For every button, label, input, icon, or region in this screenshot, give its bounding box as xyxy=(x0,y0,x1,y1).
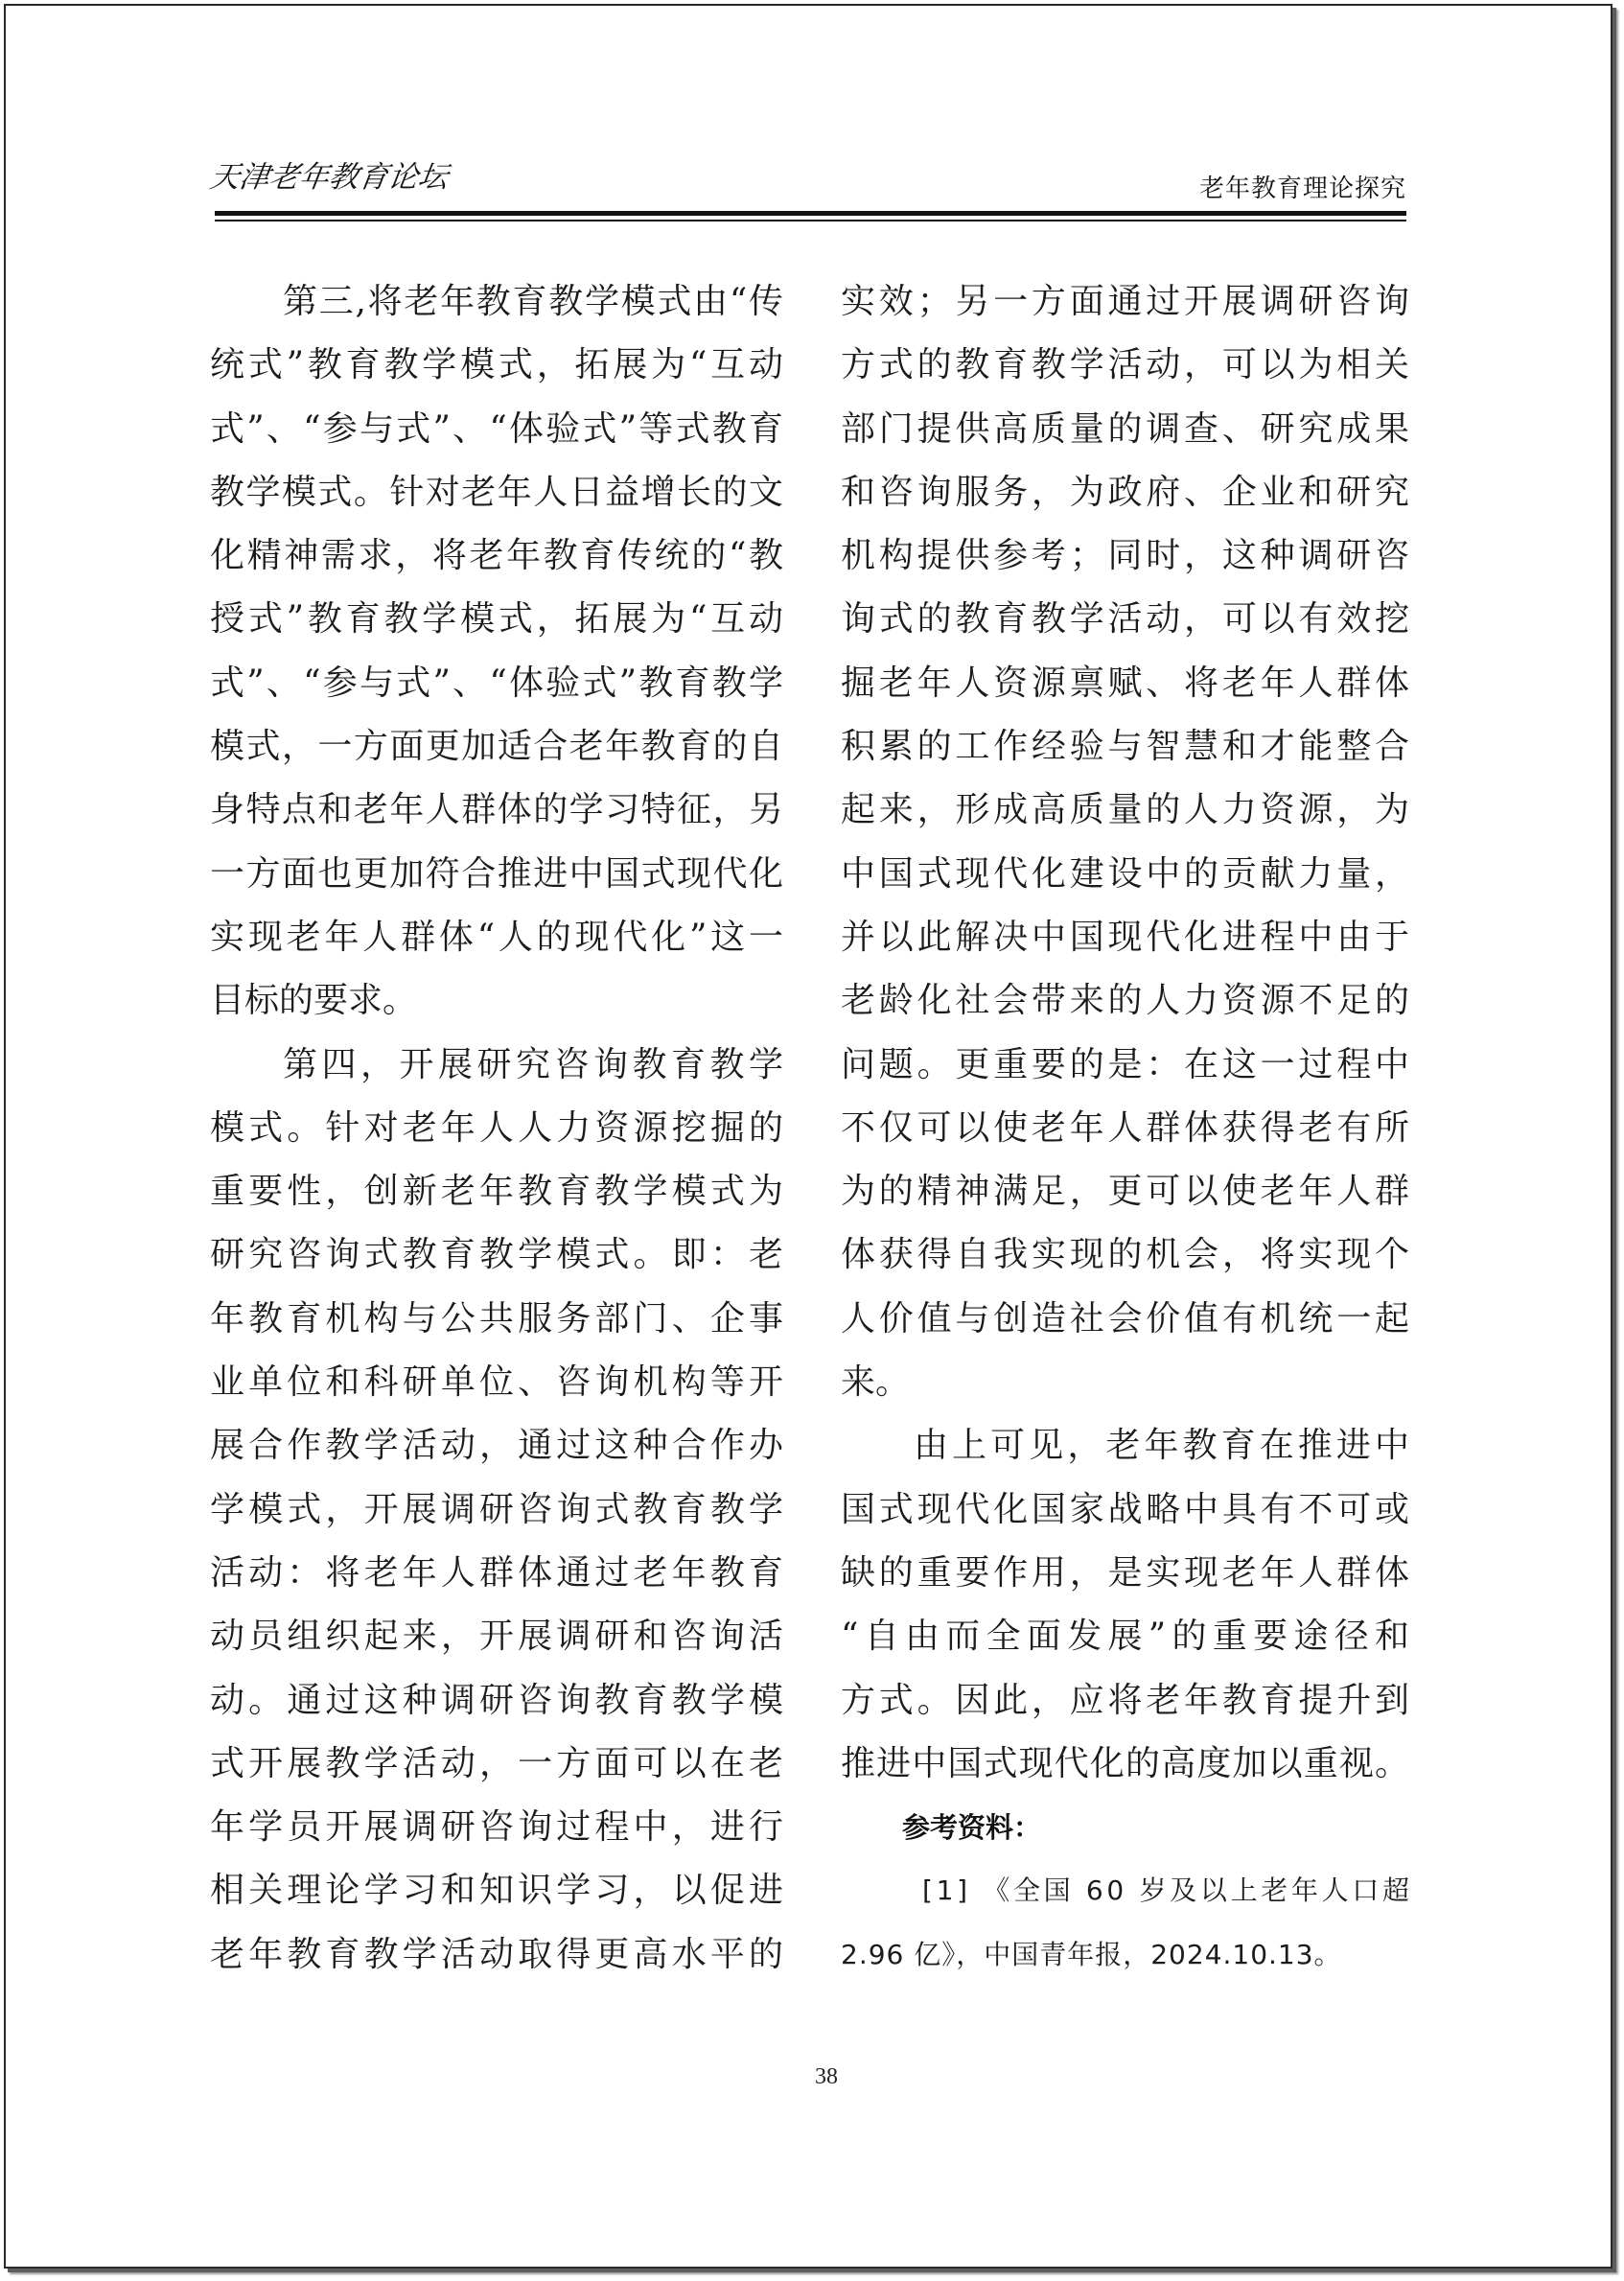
paragraph xyxy=(210,270,787,1034)
text-line: 第三,将老年教育教学模式由“传 xyxy=(283,282,785,321)
text-line: 统式”教育教学模式，拓展为“互动 xyxy=(210,345,787,385)
reference-item xyxy=(841,1859,1413,1987)
text-line: 人价值与创造社会价值有机统一起 xyxy=(841,1298,1413,1338)
text-line: 起来，形成高质量的人力资源，为 xyxy=(841,790,1413,830)
text-line: 模式。针对老年人人力资源挖掘的 xyxy=(210,1107,788,1148)
text-line: “自由而全面发展”的重要途径和 xyxy=(841,1617,1416,1657)
text-line: 活动：将老年人群体通过老年教育 xyxy=(210,1552,788,1593)
section-title: 老年教育理论探究 xyxy=(1198,175,1406,203)
text-line: 方式。因此，应将老年教育提升到 xyxy=(841,1680,1413,1720)
references-heading: 参考资料： xyxy=(902,1811,1042,1845)
text-line: 模式，一方面更加适合老年教育的自 xyxy=(210,727,785,767)
text-line: 中国式现代化建设中的贡献力量， xyxy=(841,853,1413,894)
text-line: 年学员开展调研咨询过程中，进行 xyxy=(210,1807,788,1848)
text-line: 老年教育教学活动取得更高水平的 xyxy=(210,1934,788,1974)
text-line: 国式现代化国家战略中具有不可或 xyxy=(841,1489,1413,1529)
text-line: 动员组织起来，开展调研和咨询活 xyxy=(210,1617,788,1657)
text-line: 业单位和科研单位、咨询机构等开 xyxy=(210,1362,788,1403)
text-line: 展合作教学活动，通过这种合作办 xyxy=(210,1426,788,1466)
text-line: 化精神需求，将老年教育传统的“教 xyxy=(210,536,786,576)
reference-line: 2.96 亿》，中国青年报，2024.10.13。 xyxy=(841,1938,1342,1970)
text-line: 第四，开展研究咨询教育教学 xyxy=(283,1044,788,1084)
text-line: 研究咨询式教育教学模式。即：老 xyxy=(210,1235,788,1275)
text-line: 老龄化社会带来的人力资源不足的 xyxy=(841,981,1413,1021)
text-line: 教学模式。针对老年人日益增长的文 xyxy=(210,472,785,512)
text-line: 重要性，创新老年教育教学模式为 xyxy=(210,1172,788,1212)
text-line: 相关理论学习和知识学习，以促进 xyxy=(210,1871,788,1911)
header-rule-thick xyxy=(215,211,1406,216)
right-column-body xyxy=(841,270,1416,1796)
text-line: 式”、“参与式”、“体验式”等式教育 xyxy=(210,408,786,449)
header-rule-thin xyxy=(215,220,1406,221)
text-line: 学模式，开展调研咨询式教育教学 xyxy=(210,1489,788,1529)
journal-logo: 天津老年教育论坛 xyxy=(207,160,451,195)
text-line: 掘老年人资源禀赋、将老年人群体 xyxy=(841,663,1413,703)
text-line: 式”、“参与式”、“体验式”教育教学 xyxy=(210,663,786,703)
paragraph xyxy=(210,1034,788,1987)
text-line: 询式的教育教学活动，可以有效挖 xyxy=(841,599,1413,640)
right-column xyxy=(841,270,1416,1987)
text-line: 实现老年人群体“人的现代化”这一 xyxy=(210,917,787,957)
text-line: 为的精神满足，更可以使老年人群 xyxy=(841,1172,1413,1212)
text-line: 动。通过这种调研咨询教育教学模 xyxy=(210,1680,788,1720)
text-line: 身特点和老年人群体的学习特征，另 xyxy=(210,790,785,830)
text-line: 积累的工作经验与智慧和才能整合 xyxy=(841,727,1413,767)
text-line: 并以此解决中国现代化进程中由于 xyxy=(841,917,1413,957)
text-line: 实效；另一方面通过开展调研咨询 xyxy=(841,282,1413,321)
text-line: 推进中国式现代化的高度加以重视。 xyxy=(841,1743,1411,1783)
text-line: 问题。更重要的是：在这一过程中 xyxy=(841,1044,1413,1084)
text-line: 一方面也更加符合推进中国式现代化 xyxy=(210,853,785,894)
references-section xyxy=(841,1796,1413,1987)
left-column xyxy=(210,270,788,1987)
text-line: 不仅可以使老年人群体获得老有所 xyxy=(841,1107,1413,1148)
text-line: 式开展教学活动，一方面可以在老 xyxy=(210,1743,788,1783)
text-line: 体获得自我实现的机会，将实现个 xyxy=(841,1235,1413,1275)
text-line: 由上可见，老年教育在推进中 xyxy=(914,1426,1414,1466)
text-line: 机构提供参考；同时，这种调研咨 xyxy=(841,536,1413,576)
text-line: 年教育机构与公共服务部门、企事 xyxy=(210,1298,788,1338)
text-line: 来。 xyxy=(841,1362,911,1403)
text-line: 部门提供高质量的调查、研究成果 xyxy=(841,408,1413,449)
text-line: 缺的重要作用，是实现老年人群体 xyxy=(841,1552,1413,1593)
text-line: 和咨询服务，为政府、企业和研究 xyxy=(841,472,1413,512)
paragraph xyxy=(841,1414,1416,1796)
paragraph xyxy=(841,270,1413,1414)
text-line: 授式”教育教学模式，拓展为“互动 xyxy=(210,599,787,640)
text-line: 目标的要求。 xyxy=(210,981,418,1021)
reference-list xyxy=(841,1859,1413,1987)
text-line: 方式的教育教学活动，可以为相关 xyxy=(841,345,1413,385)
page-number: 38 xyxy=(815,2064,838,2089)
reference-line: [1] 《全国 60 岁及以上老年人口超 xyxy=(922,1874,1413,1907)
